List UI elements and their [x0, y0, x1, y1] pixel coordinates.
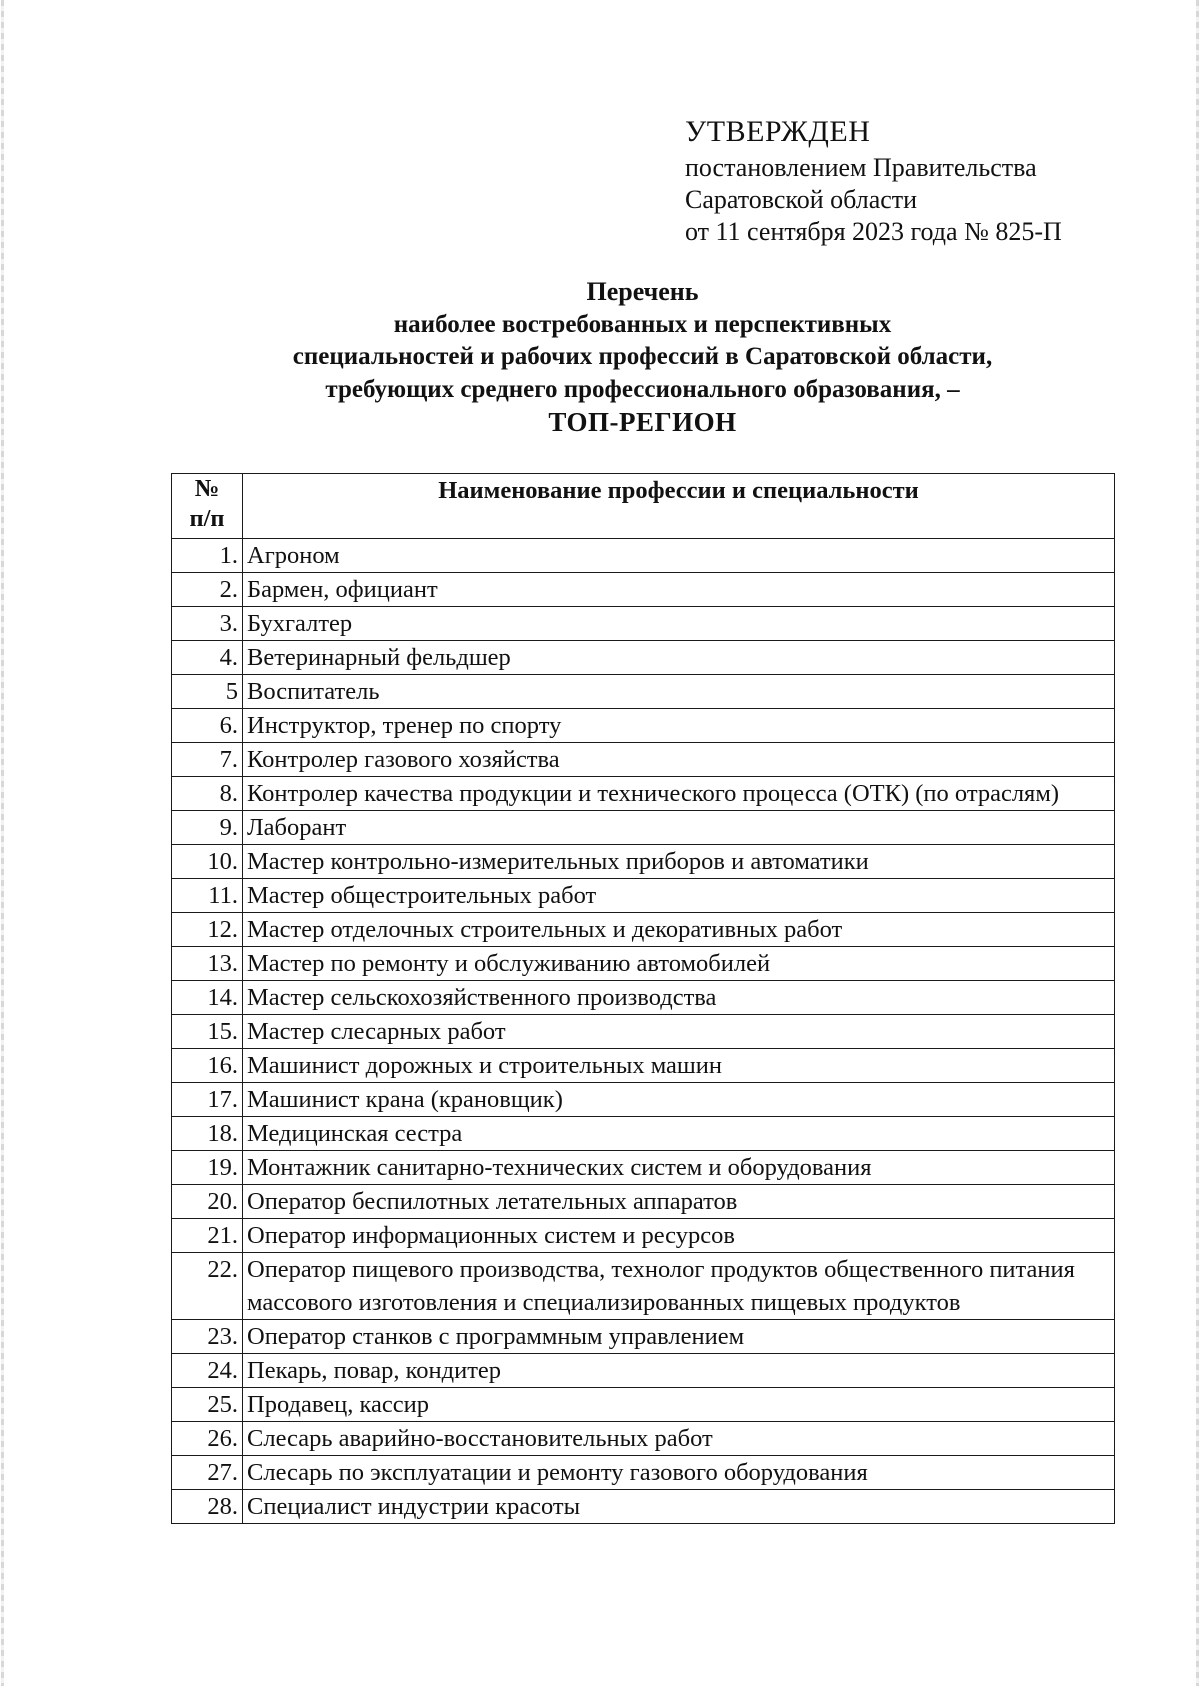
profession-name: Бармен, официант	[243, 573, 1115, 607]
profession-name: Инструктор, тренер по спорту	[243, 709, 1115, 743]
row-number: 27.	[172, 1456, 243, 1490]
table-row	[172, 913, 1115, 947]
table-row	[172, 947, 1115, 981]
heading-line-1: Перечень	[586, 277, 699, 306]
profession-name: Агроном	[243, 539, 1115, 573]
row-number: 16.	[172, 1049, 243, 1083]
document-heading	[150, 276, 1135, 439]
row-number: 6.	[172, 709, 243, 743]
approval-line-1: постановлением Правительства	[685, 153, 1037, 182]
table-row	[172, 1253, 1115, 1320]
table-row	[172, 1490, 1115, 1524]
table-row	[172, 1151, 1115, 1185]
profession-name: Специалист индустрии красоты	[243, 1490, 1115, 1524]
row-number: 9.	[172, 811, 243, 845]
row-number: 20.	[172, 1185, 243, 1219]
table-row	[172, 1083, 1115, 1117]
table-row	[172, 743, 1115, 777]
profession-name: Машинист крана (крановщик)	[243, 1083, 1115, 1117]
row-number: 25.	[172, 1388, 243, 1422]
row-number: 12.	[172, 913, 243, 947]
row-number: 23.	[172, 1320, 243, 1354]
table-row	[172, 539, 1115, 573]
table-row	[172, 1049, 1115, 1083]
row-number: 24.	[172, 1354, 243, 1388]
row-number: 17.	[172, 1083, 243, 1117]
heading-line-4: требующих среднего профессионального образования, –	[325, 375, 960, 403]
row-number: 18.	[172, 1117, 243, 1151]
row-number: 2.	[172, 573, 243, 607]
table-row	[172, 845, 1115, 879]
scan-right-edge	[1196, 0, 1199, 1686]
table-header-row	[172, 474, 1115, 539]
row-number: 5	[172, 675, 243, 709]
table-row	[172, 1185, 1115, 1219]
profession-name: Мастер контрольно-измерительных приборов и автоматики	[243, 845, 1115, 879]
profession-name: Мастер по ремонту и обслуживанию автомобилей	[243, 947, 1115, 981]
table-row	[172, 777, 1115, 811]
profession-name: Мастер отделочных строительных и декоративных работ	[243, 913, 1115, 947]
table-row	[172, 811, 1115, 845]
row-number: 19.	[172, 1151, 243, 1185]
approval-title: УТВЕРЖДЕН	[685, 115, 871, 148]
approval-block	[685, 112, 1125, 248]
row-number: 8.	[172, 777, 243, 811]
profession-name: Монтажник санитарно-технических систем и оборудования	[243, 1151, 1115, 1185]
profession-name: Контролер газового хозяйства	[243, 743, 1115, 777]
row-number: 7.	[172, 743, 243, 777]
profession-name: Машинист дорожных и строительных машин	[243, 1049, 1115, 1083]
profession-name: Оператор станков с программным управлением	[243, 1320, 1115, 1354]
header-number-cell	[172, 474, 243, 539]
header-number-line-1: №	[194, 475, 220, 502]
profession-name: Оператор пищевого производства, технолог продуктов общественного питания массового изготовления и специализированных пищевых продуктов	[243, 1253, 1115, 1320]
profession-name: Продавец, кассир	[243, 1388, 1115, 1422]
table-body	[172, 539, 1115, 1524]
row-number: 22.	[172, 1253, 243, 1320]
scan-left-edge	[1, 0, 4, 1686]
profession-name: Оператор информационных систем и ресурсов	[243, 1219, 1115, 1253]
header-number-line-2: п/п	[189, 505, 225, 532]
heading-line-3: специальностей и рабочих профессий в Саратовской области,	[292, 343, 993, 370]
table-row	[172, 1219, 1115, 1253]
profession-name: Оператор беспилотных летательных аппаратов	[243, 1185, 1115, 1219]
profession-name: Пекарь, повар, кондитер	[243, 1354, 1115, 1388]
row-number: 26.	[172, 1422, 243, 1456]
table-row	[172, 1422, 1115, 1456]
table-row	[172, 641, 1115, 675]
table-row	[172, 1388, 1115, 1422]
professions-table	[171, 473, 1115, 1524]
profession-name: Медицинская сестра	[243, 1117, 1115, 1151]
table-row	[172, 879, 1115, 913]
row-number: 1.	[172, 539, 243, 573]
table-row	[172, 607, 1115, 641]
table-row	[172, 1456, 1115, 1490]
profession-name: Мастер общестроительных работ	[243, 879, 1115, 913]
table-row	[172, 573, 1115, 607]
table-row	[172, 675, 1115, 709]
row-number: 21.	[172, 1219, 243, 1253]
row-number: 28.	[172, 1490, 243, 1524]
approval-line-3: от 11 сентября 2023 года № 825-П	[685, 217, 1062, 246]
profession-name: Мастер слесарных работ	[243, 1015, 1115, 1049]
profession-name: Слесарь по эксплуатации и ремонту газового оборудования	[243, 1456, 1115, 1490]
profession-name: Ветеринарный фельдшер	[243, 641, 1115, 675]
profession-name: Слесарь аварийно-восстановительных работ	[243, 1422, 1115, 1456]
row-number: 15.	[172, 1015, 243, 1049]
heading-line-5: ТОП-РЕГИОН	[548, 407, 737, 437]
table-row	[172, 1320, 1115, 1354]
row-number: 11.	[172, 879, 243, 913]
row-number: 13.	[172, 947, 243, 981]
profession-name: Бухгалтер	[243, 607, 1115, 641]
profession-name: Воспитатель	[243, 675, 1115, 709]
table-row	[172, 1354, 1115, 1388]
table-row	[172, 1015, 1115, 1049]
row-number: 14.	[172, 981, 243, 1015]
row-number: 10.	[172, 845, 243, 879]
profession-name: Лаборант	[243, 811, 1115, 845]
profession-name: Мастер сельскохозяйственного производства	[243, 981, 1115, 1015]
row-number: 3.	[172, 607, 243, 641]
row-number: 4.	[172, 641, 243, 675]
table-row	[172, 709, 1115, 743]
heading-line-2: наиболее востребованных и перспективных	[393, 310, 892, 338]
table-row	[172, 981, 1115, 1015]
profession-name: Контролер качества продукции и технического процесса (ОТК) (по отраслям)	[243, 777, 1115, 811]
approval-line-2: Саратовской области	[685, 185, 918, 214]
header-name-cell: Наименование профессии и специальности	[243, 474, 1115, 539]
table-row	[172, 1117, 1115, 1151]
